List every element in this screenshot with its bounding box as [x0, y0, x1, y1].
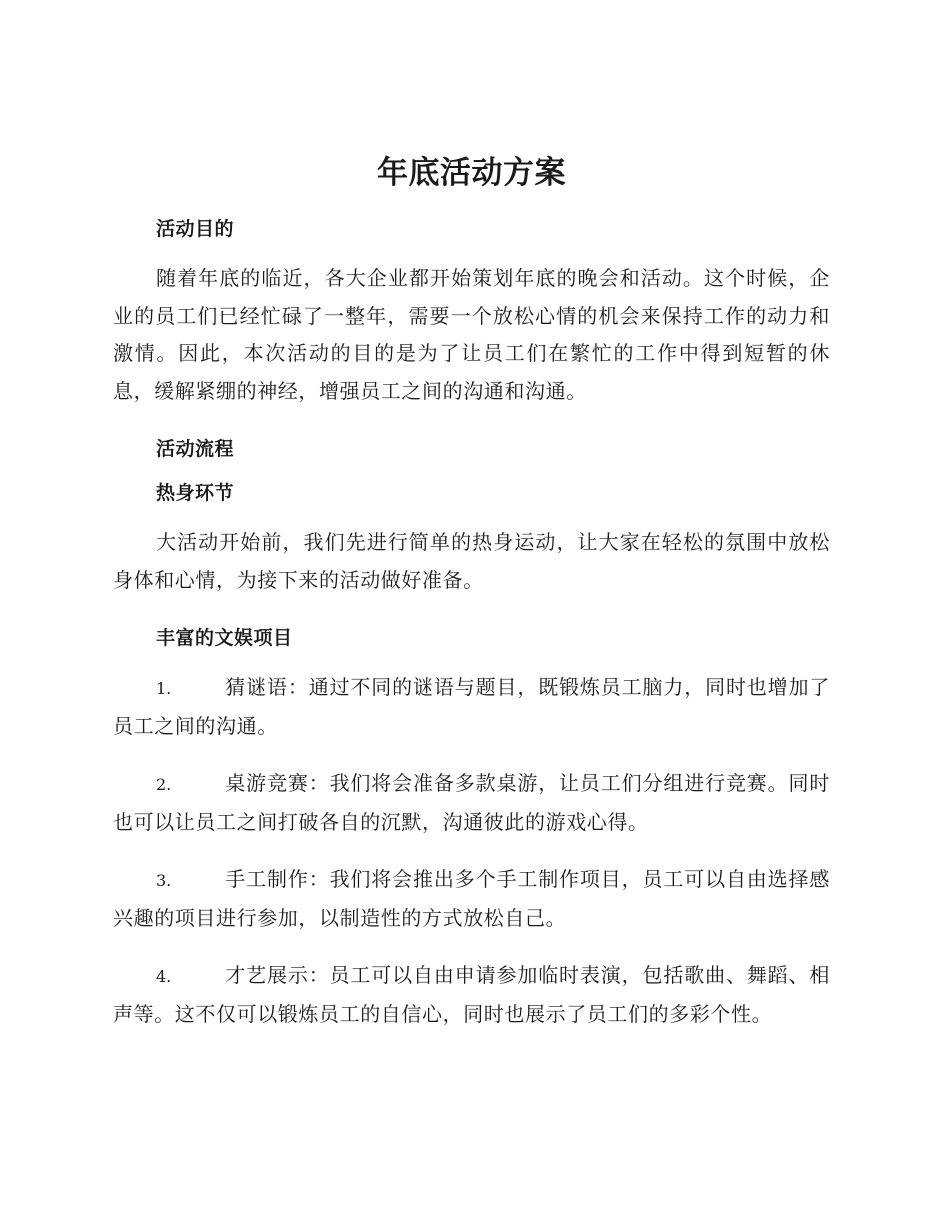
paragraph-warmup: 大活动开始前，我们先进行简单的热身运动，让大家在轻松的氛围中放松身体和心情，为接下来的活动做好准备。 [113, 530, 830, 592]
list-item-text: 桌游竞赛：我们将会准备多款桌游，让员工们分组进行竞赛。同时也可以让员工之间打破各自的沉默，沟通彼此的游戏心得。 [113, 771, 830, 834]
document-title: 年底活动方案 [377, 155, 566, 191]
heading-entertainment: 丰富的文娱项目 [156, 627, 293, 649]
list-item [113, 669, 830, 745]
heading-warmup: 热身环节 [156, 482, 235, 504]
list-item [113, 861, 830, 937]
list-item-number: 3. [156, 871, 172, 890]
list-item-number: 2. [156, 775, 172, 794]
list-item-text: 才艺展示：员工可以自由申请参加临时表演，包括歌曲、舞蹈、相声等。这不仅可以锻炼员工的自信心，同时也展示了员工们的多彩个性。 [113, 963, 830, 1026]
heading-process: 活动流程 [156, 438, 235, 460]
list-item [113, 957, 830, 1033]
list-item-text: 猜谜语：通过不同的谜语与题目，既锻炼员工脑力，同时也增加了员工之间的沟通。 [113, 675, 830, 738]
entertainment-list [113, 669, 830, 1033]
list-item-number: 1. [156, 679, 172, 698]
list-item-number: 4. [156, 967, 172, 986]
list-item [113, 765, 830, 841]
heading-purpose: 活动目的 [156, 218, 235, 240]
paragraph-purpose: 随着年底的临近，各大企业都开始策划年底的晚会和活动。这个时候，企业的员工们已经忙碌了一整年，需要一个放松心情的机会来保持工作的动力和激情。因此，本次活动的目的是为了让员工们在繁忙的工作中得到短暂的休息，缓解紧绷的神经，增强员工之间的沟通和沟通。 [113, 266, 830, 403]
list-item-text: 手工制作：我们将会推出多个手工制作项目，员工可以自由选择感兴趣的项目进行参加，以制造性的方式放松自己。 [113, 867, 830, 930]
